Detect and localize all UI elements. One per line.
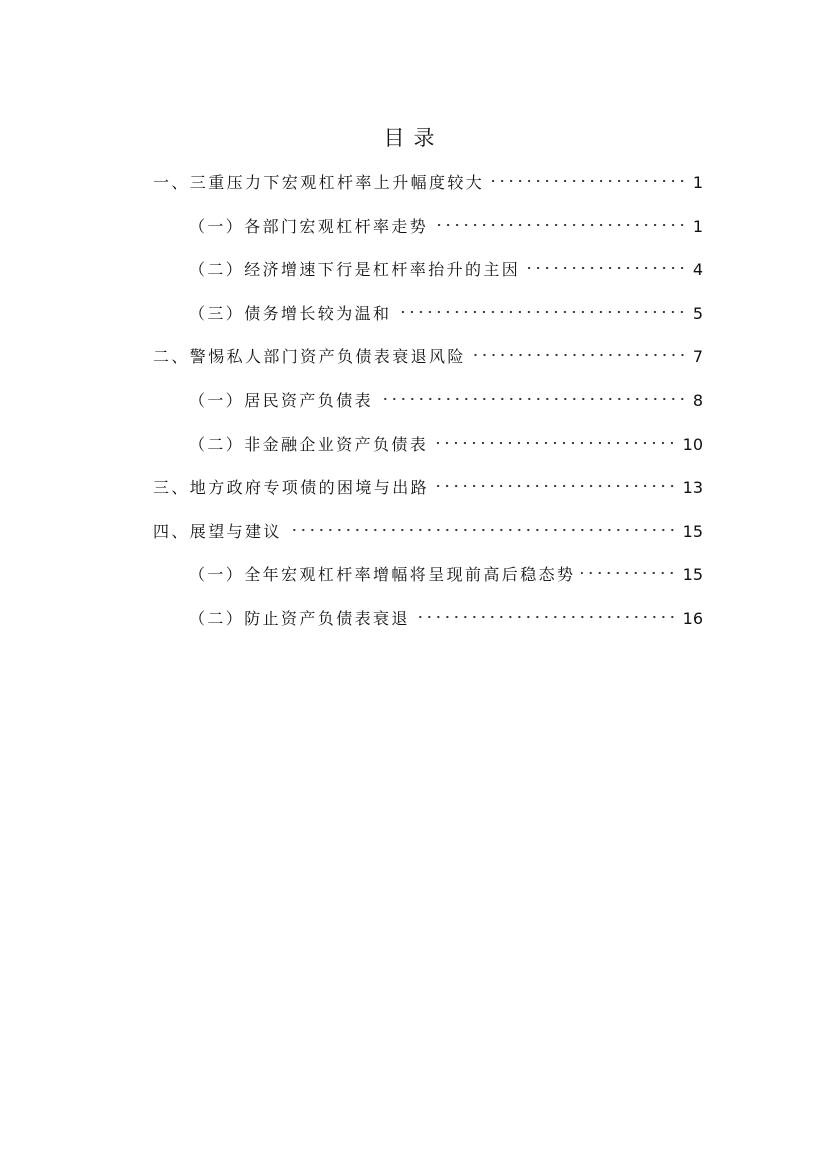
- toc-entry[interactable]: [153, 510, 703, 554]
- toc-entry-text: 三、地方政府专项债的困境与出路: [153, 478, 430, 498]
- toc-entry-text: 二、警惕私人部门资产负债表衰退风险: [153, 347, 466, 367]
- toc-entry[interactable]: [153, 423, 703, 467]
- toc-entry[interactable]: [153, 292, 703, 336]
- toc-dot-leader: [288, 527, 677, 533]
- toc-title: 目录: [383, 126, 444, 150]
- toc-list: [153, 161, 703, 641]
- toc-entry[interactable]: [153, 466, 703, 510]
- toc-entry[interactable]: [153, 205, 703, 249]
- toc-dot-leader: [379, 396, 687, 402]
- toc-page-number: 8: [692, 390, 703, 410]
- toc-entry-text: （一）居民资产负债表: [189, 390, 374, 410]
- toc-entry[interactable]: [153, 553, 703, 597]
- toc-dot-leader: [434, 222, 687, 228]
- toc-page-number: 16: [682, 608, 703, 628]
- toc-page-number: 7: [692, 347, 703, 367]
- toc-dot-leader: [434, 440, 676, 446]
- toc-entry[interactable]: [153, 597, 703, 641]
- toc-entry-text: （二）防止资产负债表衰退: [189, 608, 410, 628]
- toc-dot-leader: [581, 570, 676, 576]
- toc-page-number: 13: [682, 478, 703, 498]
- toc-entry-text: （一）各部门宏观杠杆率走势: [189, 216, 429, 236]
- toc-entry[interactable]: [153, 335, 703, 379]
- toc-page-number: 5: [692, 303, 703, 323]
- toc-page-number: 1: [692, 216, 703, 236]
- toc-dot-leader: [397, 309, 686, 315]
- toc-entry-text: 一、三重压力下宏观杠杆率上升幅度较大: [153, 173, 485, 192]
- toc-dot-leader: [490, 178, 687, 184]
- toc-entry-text: 四、展望与建议: [153, 521, 282, 541]
- toc-entry-text: （二）非金融企业资产负债表: [189, 434, 429, 454]
- toc-page-number: 1: [692, 173, 703, 192]
- toc-dot-leader: [435, 483, 677, 489]
- toc-page-number: 4: [692, 260, 703, 280]
- toc-entry[interactable]: [153, 379, 703, 423]
- toc-dot-leader: [416, 614, 677, 620]
- toc-page-number: 15: [682, 521, 703, 541]
- toc-page-number: 10: [682, 434, 703, 454]
- toc-entry-text: （二）经济增速下行是杠杆率抬升的主因: [189, 260, 521, 280]
- toc-entry[interactable]: [153, 161, 703, 205]
- toc-dot-leader: [472, 352, 687, 358]
- toc-page-number: 15: [682, 565, 703, 585]
- toc-entry-text: （三）债务增长较为温和: [189, 303, 392, 323]
- toc-entry-text: （一）全年宏观杠杆率增幅将呈现前高后稳态势: [189, 565, 576, 585]
- toc-dot-leader: [526, 265, 687, 271]
- toc-entry[interactable]: [153, 248, 703, 292]
